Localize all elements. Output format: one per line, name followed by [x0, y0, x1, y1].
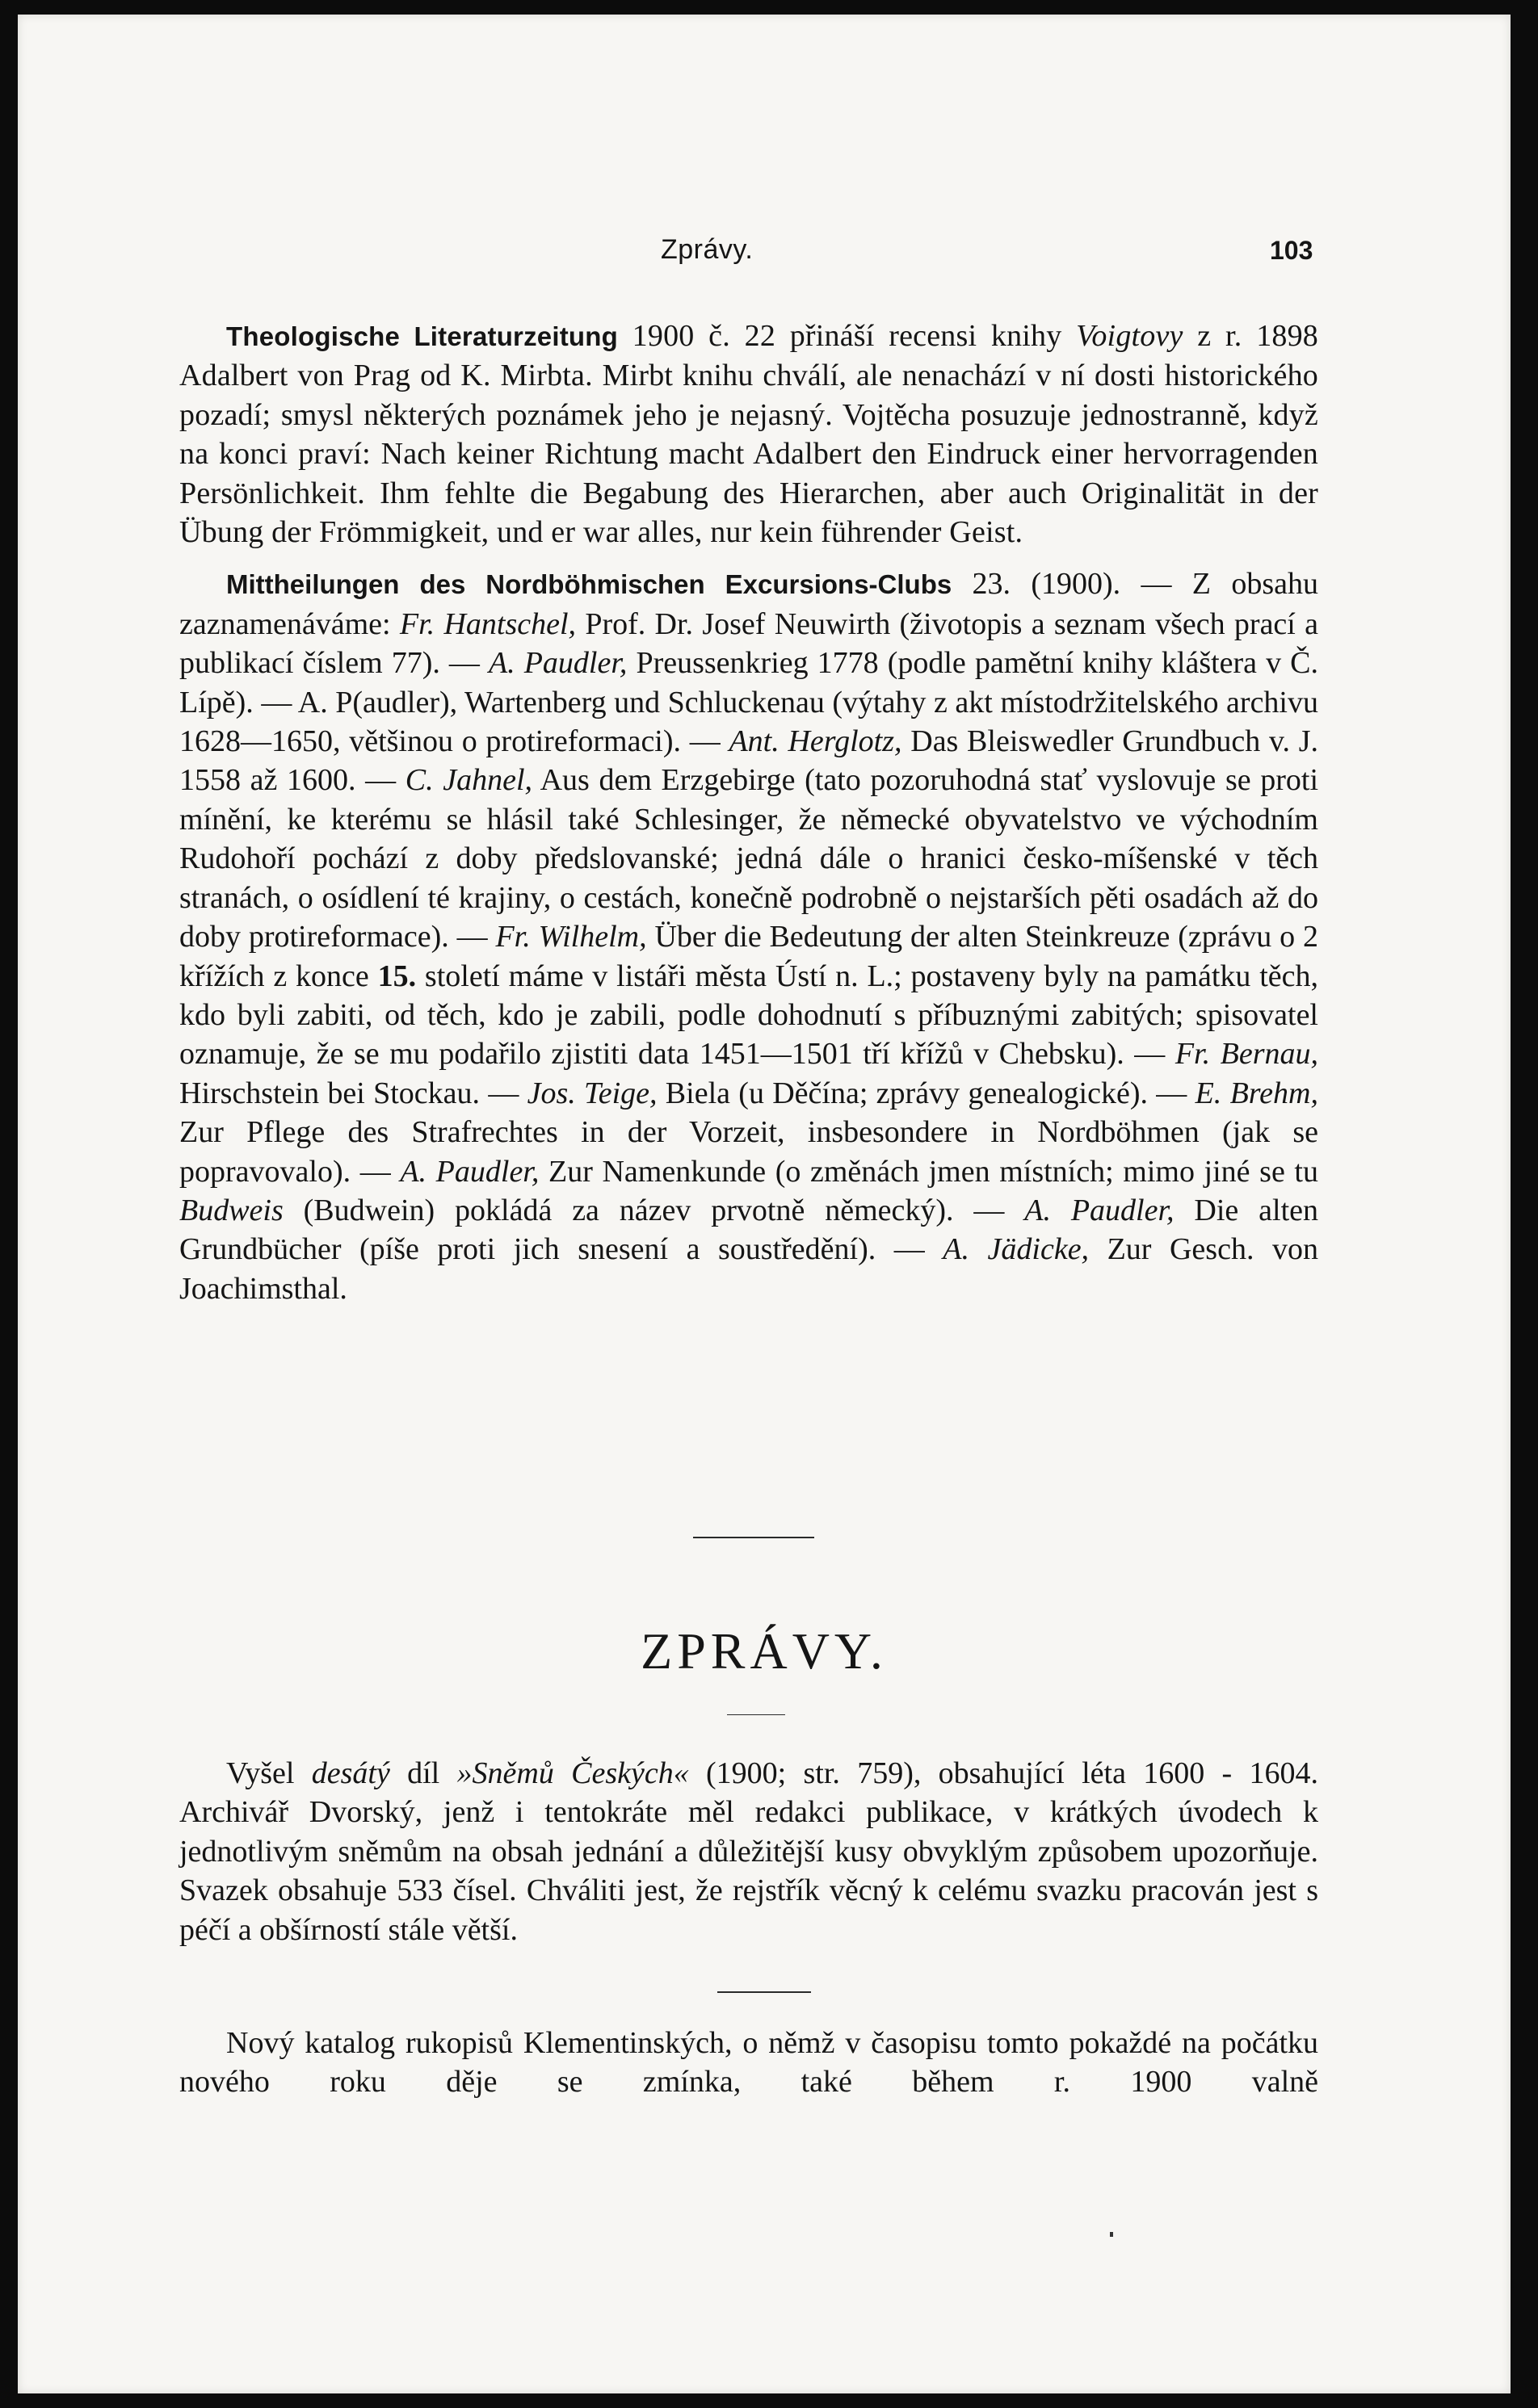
- italic-name: Ant. Herglotz,: [729, 724, 902, 759]
- page-number: 103: [1270, 236, 1313, 265]
- separator-rule: [693, 1537, 814, 1538]
- separator-rule: [717, 1991, 811, 1993]
- text-run: Das Bleiswedler Grundbuch v. J. 1558 až 1600. —: [179, 724, 1318, 798]
- italic-name: Fr. Hantschel,: [399, 606, 577, 641]
- bold-text: 15.: [377, 959, 417, 993]
- separator-rule-short: [727, 1714, 785, 1715]
- news-block: [179, 1754, 1318, 1949]
- italic-name: A. Paudler,: [400, 1154, 540, 1189]
- text-run: Biela (u Děčína; zprávy genealogické). —: [657, 1076, 1196, 1110]
- text-run: Zur Gesch. von Joachimsthal.: [179, 1232, 1318, 1306]
- italic-name: »Sněmů Českých«: [456, 1756, 689, 1790]
- italic-name: Fr. Bernau,: [1175, 1037, 1319, 1072]
- section-title: ZPRÁVY.: [641, 1622, 888, 1680]
- text-run: Prof. Dr. Josef Neuwirth (životopis a seznam všech prací a publikací číslem 77). —: [179, 606, 1319, 681]
- text-run: (1900; str. 759), obsahující léta 1600 - 1604. Archivář Dvorský, jenž i tentokráte měl redakci publikace, v krátkých úvodech k jednotlivým sněmům na obsah jednání a důležitější kusy obvyklým způsobem upozorňuje. Svazek obsahuje 533 čísel. Chváliti jest, že rejstřík věcný k celému svazku pracován jest s péčí a obšírností stále větší.: [179, 1756, 1318, 1947]
- text-run: Aus dem Erzgebirge (tato pozoruhodná stať vyslovuje se proti mínění, ke kterému se hlásil také Schlesinger, že německé obyvatelstvo ve východním Rudohoří pochází z doby předslovanské; jedná dále o hranici česko-míšenské v těch stranách, o osídlení té krajiny, o cestách, konečně podrobně o nejstarších pěti osadách až do doby protireformace). —: [179, 763, 1318, 954]
- italic-name: desátý: [311, 1756, 390, 1790]
- italic-name: A. Jädicke,: [943, 1232, 1090, 1267]
- text-run: Hirschstein bei Stockau. —: [179, 1076, 527, 1110]
- mitteilungen-contents: [179, 567, 1318, 1305]
- text-run: století máme v listáři města Ústí n. L.; postaveny byly na památku těch, kdo byli zabiti, od těch, kdo je zabili, podle dohodnutí s příbuznými zabitých; spisovatel oznamuje, že se mu podařilo zjistiti data 1451—1501 tří křížů v Chebsku). —: [179, 959, 1318, 1072]
- scan-speck: [1110, 2232, 1113, 2237]
- text-run: díl: [389, 1756, 457, 1790]
- review-author: Voigtovy: [1076, 319, 1183, 353]
- text-run: Über die Bedeutung der alten Steinkreuze (zprávu o 2 křížích z konce: [179, 920, 1318, 993]
- running-head-title: Zprávy.: [661, 234, 754, 265]
- reviews-block: [179, 317, 1318, 1308]
- text-run: Vyšel: [226, 1756, 312, 1790]
- news-paragraph: [179, 1754, 1318, 1949]
- italic-name: Fr. Wilhelm,: [495, 920, 647, 954]
- italic-name: C. Jahnel,: [405, 763, 533, 798]
- italic-name: A. Paudler,: [488, 646, 628, 681]
- text-run: 23. (1900). — Z obsahu zaznamenáváme:: [179, 567, 1318, 641]
- text-run: Die alten Grundbücher (píše proti jich snesení a soustředění). —: [179, 1193, 1318, 1267]
- news-block-2: [179, 2024, 1318, 2102]
- italic-name: Budweis: [179, 1193, 284, 1227]
- review-text-after: z r. 1898 Adalbert von Prag od K. Mirbta. Mirbt knihu chválí, ale nenachází v ní dosti historického pozadí; smysl některých poznámek jeho je nejasný. Vojtěcha posuzuje jednostranně, když na konci praví: Nach keiner Richtung macht Adalbert den Eindruck einer hervorragenden Persönlichkeit. Ihm fehlte die Begabung des Hierarchen, aber auch Originalität in der Übung der Frömmigkeit, und er war alles, nur kein führender Geist.: [179, 319, 1318, 550]
- text-run: Preussenkrieg 1778 (podle pamětní knihy kláštera v Č. Lípě). — A. P(audler), Wartenberg und Schluckenau (výtahy z akt místodržitelského archivu 1628—1650, většinou o protireformaci). —: [179, 646, 1318, 759]
- document-page: [18, 15, 1511, 2393]
- review-text-before: 1900 č. 22 přináší recensi knihy: [618, 319, 1077, 353]
- text-run: (Budwein) pokládá za název prvotně německý). —: [283, 1193, 1025, 1227]
- text-run: Nový katalog rukopisů Klementinských, o němž v časopisu tomto pokaždé na počátku nového roku děje se zmínka, také během r. 1900 valně: [179, 2026, 1318, 2100]
- review-paragraph: [179, 317, 1318, 552]
- news-paragraph: [179, 2024, 1318, 2102]
- italic-name: A. Paudler,: [1024, 1193, 1175, 1227]
- italic-name: Jos. Teige,: [527, 1076, 658, 1110]
- journal-title: Mittheilungen des Nordböhmischen Excursions-Clubs: [226, 569, 952, 600]
- italic-name: E. Brehm,: [1195, 1076, 1318, 1110]
- text-run: Zur Pflege des Strafrechtes in der Vorzeit, insbesondere in Nordböhmen (jak se popravovalo). —: [179, 1115, 1318, 1189]
- mitteilungen-paragraph: [179, 564, 1318, 1308]
- text-run: Zur Namenkunde (o změnách jmen místních; mimo jiné se tu: [539, 1154, 1318, 1189]
- journal-title: Theologische Literaturzeitung: [226, 321, 618, 351]
